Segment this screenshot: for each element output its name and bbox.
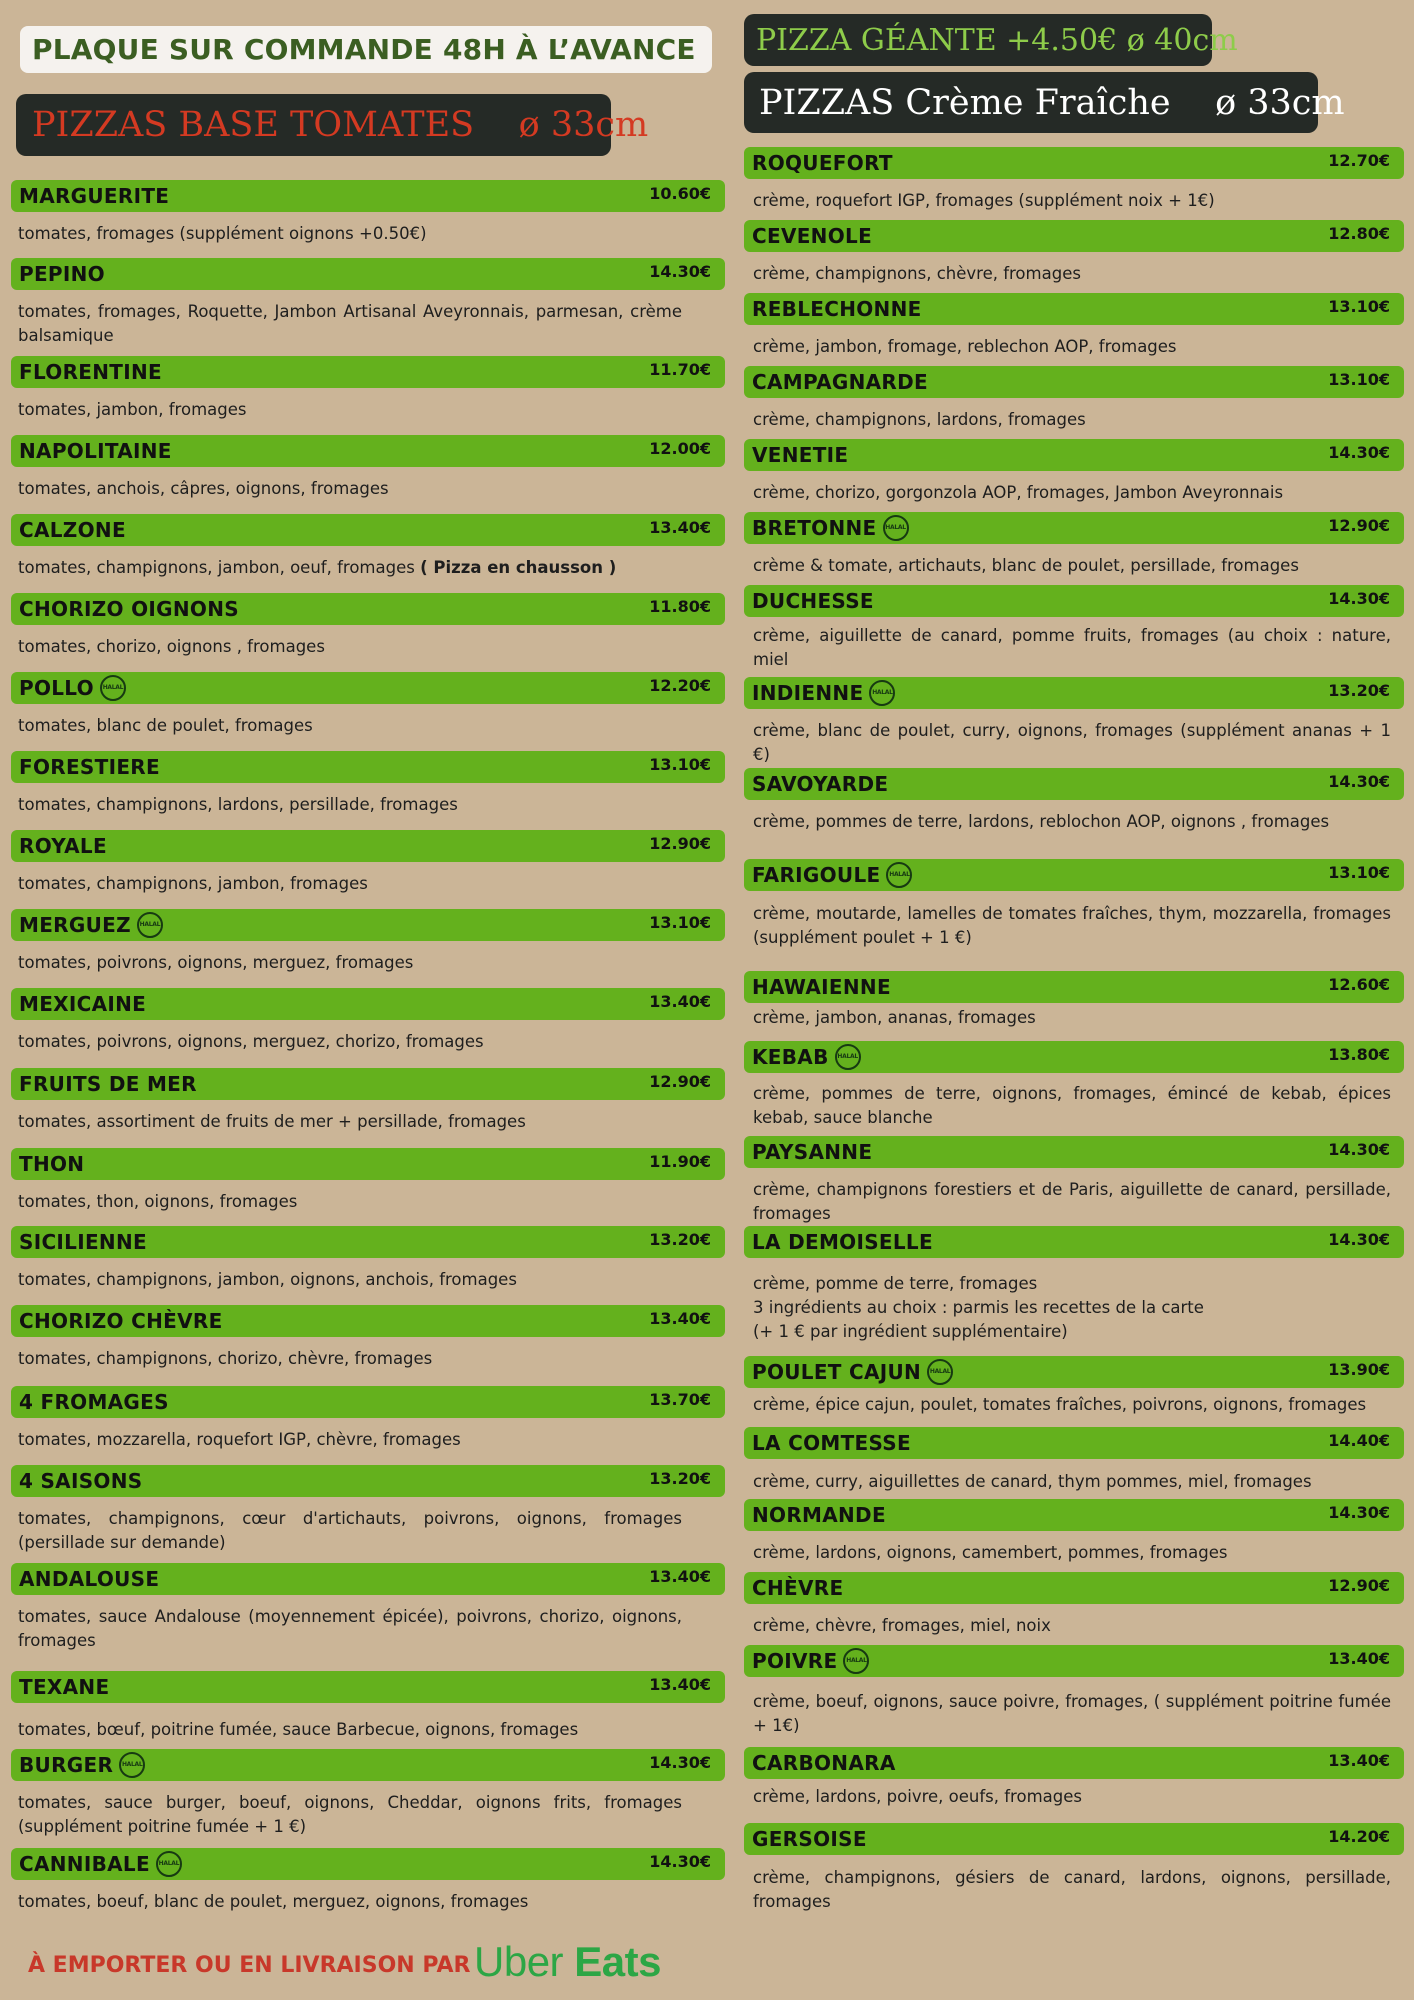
item-name [744,1503,886,1527]
item-description [753,1272,1391,1344]
item-description-text: crème, chorizo, gorgonzola AOP, fromages, Jambon Aveyronnais [753,483,1284,502]
item-price: 13.10€ [649,913,711,932]
item-name [744,297,922,321]
item-name-text: ROQUEFORT [752,151,893,175]
item-description [18,1791,682,1839]
item-title-bar [11,751,725,783]
item-price: 11.70€ [649,360,711,379]
item-description-text: crème, moutarde, lamelles de tomates fraîches, thym, mozzarella, fromages (supplément poulet + 1 €) [753,904,1391,947]
brand-eats: Eats [574,1938,661,1985]
item-name [11,1752,145,1778]
halal-icon: HALAL [156,1851,182,1877]
item-description-text: tomates, champignons, chorizo, chèvre, fromages [18,1349,433,1368]
item-description [18,1110,682,1134]
item-description [753,1785,1391,1809]
item-description [753,335,1391,359]
item-price: 13.40€ [649,1675,711,1694]
item-description-text: crème, lardons, poivre, oeufs, fromages [753,1787,1082,1806]
item-name [11,1469,142,1493]
item-price: 12.80€ [1328,224,1390,243]
item-description [753,1178,1391,1226]
order-notice: PLAQUE SUR COMMANDE 48H À L’AVANCE [20,26,712,73]
item-description [18,398,682,422]
item-name-text: LA COMTESSE [752,1431,911,1455]
item-description [18,1190,682,1214]
tomato-section-title: PIZZAS BASE TOMATES ø 33cm [16,94,611,156]
item-title-bar [11,1226,725,1258]
uber-eats-logo [474,1938,661,1986]
item-price: 11.90€ [649,1152,711,1171]
item-name [11,360,162,384]
item-name [744,151,893,175]
item-description-text: crème, pommes de terre, oignons, fromages, émincé de kebab, épices kebab, sauce blanche [753,1084,1391,1127]
item-description-text: tomates, champignons, jambon, oeuf, fromages [18,558,415,577]
item-title-bar [744,366,1404,398]
item-price: 14.40€ [1328,1431,1390,1450]
item-price: 14.20€ [1328,1827,1390,1846]
item-name [744,1827,867,1851]
item-description [753,624,1391,672]
item-description [18,1890,682,1914]
item-name-text: HAWAIENNE [752,975,891,999]
item-description-text: tomates, champignons, jambon, oignons, anchois, fromages [18,1270,517,1289]
item-title-bar [744,1645,1404,1677]
item-name [11,912,163,938]
item-description-text: crème, champignons forestiers et de Paris, aiguillette de canard, persillade, fromages [753,1180,1391,1223]
item-description [753,1541,1391,1565]
item-title-bar [11,830,725,862]
halal-icon: HALAL [869,680,895,706]
item-title-bar [744,1572,1404,1604]
item-description-text: tomates, sauce burger, boeuf, oignons, Cheddar, oignons frits, fromages (supplément poitrine fumée + 1 €) [18,1793,682,1836]
item-price: 13.40€ [1328,1751,1390,1770]
item-name [744,589,874,613]
halal-icon: HALAL [100,675,126,701]
item-description [18,477,682,501]
item-description [753,1082,1391,1130]
item-name-text: BRETONNE [752,516,877,540]
item-description-text: tomates, blanc de poulet, fromages [18,716,313,735]
item-name-text: MARGUERITE [19,184,170,208]
item-description-text: crème, lardons, oignons, camembert, pommes, fromages [753,1543,1228,1562]
halal-icon: HALAL [927,1359,953,1385]
item-title-bar [11,1749,725,1781]
item-title-bar [744,147,1404,179]
item-price: 13.10€ [649,755,711,774]
item-description-text: crème, chèvre, fromages, miel, noix [753,1616,1051,1635]
item-title-bar [744,220,1404,252]
item-title-bar [11,258,725,290]
item-name-text: POIVRE [752,1649,838,1673]
item-name-text: ROYALE [19,834,107,858]
item-description [753,1393,1391,1417]
item-description [18,1347,682,1371]
item-description-text: tomates, champignons, jambon, fromages [18,874,368,893]
item-description-text: crème, blanc de poulet, curry, oignons, fromages (supplément ananas + 1 €) [753,721,1391,764]
item-name [11,1152,84,1176]
item-name-text: FORESTIERE [19,755,160,779]
item-title-bar [744,585,1404,617]
item-price: 12.90€ [1328,1576,1390,1595]
item-description-note: ( Pizza en chausson ) [420,558,617,577]
item-name-text: SICILIENNE [19,1230,147,1254]
item-price: 14.30€ [1328,1503,1390,1522]
item-name-text: CHORIZO OIGNONS [19,597,239,621]
item-name-text: NORMANDE [752,1503,886,1527]
item-description [18,1605,682,1653]
item-description [753,1690,1391,1738]
item-name [11,755,160,779]
item-price: 12.90€ [649,1072,711,1091]
item-name [744,443,848,467]
item-title-bar [744,1747,1404,1779]
cream-section-title: PIZZAS Crème Fraîche ø 33cm [744,72,1318,133]
item-title-bar [11,593,725,625]
item-price: 13.40€ [649,992,711,1011]
item-price: 13.20€ [1328,681,1390,700]
item-name-text: MERGUEZ [19,913,131,937]
item-title-bar [11,1068,725,1100]
item-description-text: tomates, mozzarella, roquefort IGP, chèvre, fromages [18,1430,461,1449]
item-name [11,1851,182,1877]
item-title-bar [11,909,725,941]
item-title-bar [744,768,1404,800]
item-description-text: crème, boeuf, oignons, sauce poivre, fromages, ( supplément poitrine fumée + 1€) [753,1692,1391,1735]
item-name [11,675,126,701]
item-description-text: tomates, champignons, cœur d'artichauts, poivrons, oignons, fromages (persillade sur demande) [18,1509,682,1552]
item-title-bar [744,1499,1404,1531]
halal-icon: HALAL [137,912,163,938]
item-title-bar [11,356,725,388]
item-description-text: tomates, assortiment de fruits de mer + persillade, fromages [18,1112,526,1131]
item-title-bar [744,1041,1404,1073]
item-price: 13.20€ [649,1469,711,1488]
item-price: 14.30€ [1328,1230,1390,1249]
item-description [753,554,1391,578]
item-name-text: FARIGOULE [752,863,881,887]
item-price: 14.30€ [649,1753,711,1772]
item-description-text: crème & tomate, artichauts, blanc de poulet, persillade, fromages [753,556,1299,575]
item-description-line: (+ 1 € par ingrédient supplémentaire) [753,1322,1068,1341]
item-description-text: crème, roquefort IGP, fromages (supplément noix + 1€) [753,191,1215,210]
item-name-text: POLLO [19,676,94,700]
item-name [744,515,909,541]
item-name [744,772,888,796]
item-name [11,184,169,208]
item-title-bar [11,1305,725,1337]
halal-icon: HALAL [119,1752,145,1778]
item-name [11,518,126,542]
item-title-bar [11,988,725,1020]
item-price: 12.90€ [649,834,711,853]
item-description [753,810,1391,834]
item-description [18,1507,682,1555]
item-price: 14.30€ [649,262,711,281]
item-name-text: CANNIBALE [19,1852,150,1876]
item-name-text: GERSOISE [752,1827,867,1851]
item-description-line: 3 ingrédients au choix : parmis les recettes de la carte [753,1298,1204,1317]
item-title-bar [11,1148,725,1180]
item-price: 13.40€ [649,1567,711,1586]
item-description [18,556,682,580]
item-description [18,1268,682,1292]
item-description [18,222,682,246]
item-name [11,1072,197,1096]
item-name-text: 4 FROMAGES [19,1390,169,1414]
item-name-text: ANDALOUSE [19,1567,160,1591]
item-title-bar [744,293,1404,325]
item-title-bar [744,1226,1404,1258]
item-title-bar [744,512,1404,544]
item-name-text: VENETIE [752,443,849,467]
item-name [744,224,872,248]
item-name [11,439,172,463]
item-name [11,834,107,858]
item-name-text: CEVENOLE [752,224,873,248]
item-price: 13.10€ [1328,863,1390,882]
item-name [11,1675,109,1699]
item-name [744,975,891,999]
item-description-text: crème, pommes de terre, lardons, reblochon AOP, oignons , fromages [753,812,1330,831]
item-description-text: tomates, fromages (supplément oignons +0.50€) [18,224,427,243]
item-description-text: crème, jambon, fromage, reblechon AOP, fromages [753,337,1177,356]
item-name [11,1390,169,1414]
item-description-text: tomates, fromages, Roquette, Jambon Artisanal Aveyronnais, parmesan, crème balsamique [18,302,682,345]
item-name-text: FRUITS DE MER [19,1072,197,1096]
delivery-text: À EMPORTER OU EN LIVRAISON PAR [28,1953,471,1978]
item-title-bar [11,1671,725,1703]
item-price: 12.00€ [649,439,711,458]
item-description-text: crème, curry, aiguillettes de canard, thym pommes, miel, fromages [753,1472,1312,1491]
item-name-text: TEXANE [19,1675,110,1699]
item-title-bar [744,1823,1404,1855]
item-name [744,1230,933,1254]
item-description-text: tomates, thon, oignons, fromages [18,1192,298,1211]
item-description-text: crème, aiguillette de canard, pomme fruits, fromages (au choix : nature, miel [753,626,1391,669]
item-price: 13.10€ [1328,370,1390,389]
item-name-text: DUCHESSE [752,589,874,613]
item-title-bar [11,1563,725,1595]
item-name-text: MEXICAINE [19,992,147,1016]
item-name-text: CALZONE [19,518,126,542]
halal-icon: HALAL [835,1044,861,1070]
item-price: 13.90€ [1328,1360,1390,1379]
item-name-text: PEPINO [19,262,105,286]
item-title-bar [11,1848,725,1880]
item-price: 14.30€ [1328,1140,1390,1159]
item-title-bar [11,514,725,546]
item-description-text: crème, pomme de terre, fromages [753,1274,1038,1293]
item-description [18,1428,682,1452]
item-name-text: PAYSANNE [752,1140,873,1164]
item-title-bar [11,672,725,704]
item-name-text: CAMPAGNARDE [752,370,928,394]
item-description-text: tomates, sauce Andalouse (moyennement épicée), poivrons, chorizo, oignons, fromages [18,1607,682,1650]
item-price: 12.90€ [1328,516,1390,535]
item-title-bar [11,1386,725,1418]
item-description [753,1006,1391,1030]
item-name-text: INDIENNE [752,681,864,705]
item-name-text: POULET CAJUN [752,1360,922,1384]
item-name [744,370,928,394]
item-name-text: SAVOYARDE [752,772,889,796]
item-name-text: CARBONARA [752,1751,896,1775]
item-name [744,1140,872,1164]
item-description [753,189,1391,213]
item-price: 10.60€ [649,184,711,203]
item-title-bar [744,971,1404,1003]
item-price: 13.80€ [1328,1045,1390,1064]
item-description-text: tomates, bœuf, poitrine fumée, sauce Barbecue, oignons, fromages [18,1720,579,1739]
item-name [744,1751,896,1775]
item-title-bar [11,435,725,467]
item-title-bar [744,1427,1404,1459]
item-description [18,951,682,975]
item-description [753,262,1391,286]
item-description [18,872,682,896]
item-description-text: tomates, poivrons, oignons, merguez, chorizo, fromages [18,1032,484,1051]
item-title-bar [744,677,1404,709]
item-description-text: crème, champignons, gésiers de canard, lardons, oignons, persillade, fromages [753,1868,1391,1911]
item-name [11,597,239,621]
item-description [18,793,682,817]
halal-icon: HALAL [883,515,909,541]
item-price: 14.30€ [649,1852,711,1871]
item-description-text: tomates, chorizo, oignons , fromages [18,637,325,656]
item-name [744,1576,843,1600]
item-name [744,1648,869,1674]
item-name [11,1230,147,1254]
item-name-text: BURGER [19,1753,114,1777]
item-name-text: KEBAB [752,1045,829,1069]
item-price: 12.20€ [649,676,711,695]
item-price: 12.60€ [1328,975,1390,994]
item-name [744,1044,861,1070]
item-description-text: tomates, anchois, câpres, oignons, fromages [18,479,389,498]
item-description-text: crème, épice cajun, poulet, tomates fraîches, poivrons, oignons, fromages [753,1395,1367,1414]
item-price: 14.30€ [1328,443,1390,462]
item-name-text: THON [19,1152,85,1176]
item-description-text: tomates, jambon, fromages [18,400,247,419]
item-description [753,1470,1391,1494]
item-name-text: 4 SAISONS [19,1469,143,1493]
item-name-text: CHORIZO CHÈVRE [19,1309,223,1333]
item-name-text: LA DEMOISELLE [752,1230,933,1254]
item-price: 14.30€ [1328,772,1390,791]
item-description [753,1614,1391,1638]
item-description [753,408,1391,432]
item-price: 13.40€ [649,518,711,537]
item-description-text: tomates, boeuf, blanc de poulet, merguez, oignons, fromages [18,1892,529,1911]
item-title-bar [11,180,725,212]
item-price: 14.30€ [1328,589,1390,608]
item-description [18,1718,682,1742]
item-title-bar [744,439,1404,471]
item-price: 11.80€ [649,597,711,616]
item-name [744,1359,953,1385]
item-description-text: tomates, poivrons, oignons, merguez, fromages [18,953,414,972]
item-name-text: REBLECHONNE [752,297,922,321]
item-description-text: crème, champignons, lardons, fromages [753,410,1086,429]
item-description [18,1030,682,1054]
item-title-bar [744,859,1404,891]
item-description-text: crème, champignons, chèvre, fromages [753,264,1081,283]
item-price: 13.20€ [649,1230,711,1249]
item-price: 13.40€ [649,1309,711,1328]
item-name-text: FLORENTINE [19,360,162,384]
item-name [11,262,105,286]
item-price: 13.40€ [1328,1649,1390,1668]
item-description [753,1866,1391,1914]
item-name [744,1431,911,1455]
item-price: 13.10€ [1328,297,1390,316]
item-title-bar [11,1465,725,1497]
item-description [18,635,682,659]
item-description [753,719,1391,767]
item-title-bar [744,1136,1404,1168]
item-description [18,714,682,738]
item-name-text: CHÈVRE [752,1576,844,1600]
brand-uber: Uber [474,1938,564,1985]
item-description-text: crème, jambon, ananas, fromages [753,1008,1036,1027]
item-description [753,481,1391,505]
item-name [11,1309,223,1333]
halal-icon: HALAL [843,1648,869,1674]
item-title-bar [744,1356,1404,1388]
halal-icon: HALAL [886,862,912,888]
item-price: 13.70€ [649,1390,711,1409]
item-name [11,992,146,1016]
giant-pizza-title: PIZZA GÉANTE +4.50€ ø 40cm [744,14,1212,66]
item-description [753,902,1391,950]
item-description [18,300,682,348]
item-name [744,862,912,888]
item-description-text: tomates, champignons, lardons, persillade, fromages [18,795,458,814]
item-name-text: NAPOLITAINE [19,439,172,463]
item-name [744,680,895,706]
item-name [11,1567,159,1591]
item-price: 12.70€ [1328,151,1390,170]
